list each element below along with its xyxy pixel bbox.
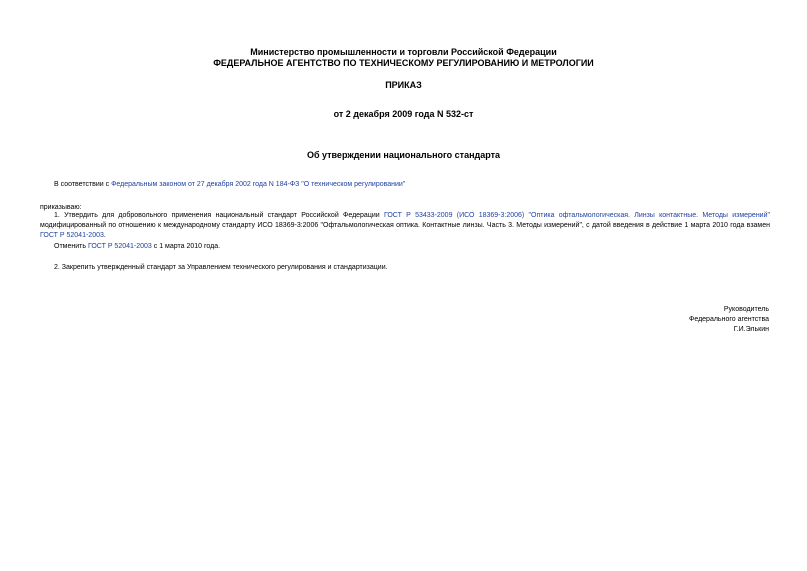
federal-law-link[interactable]: Федеральным законом от 27 декабря 2002 года N 184-ФЗ "О техническом регулировании" xyxy=(111,181,406,188)
signature-organization: Федерального агентства xyxy=(689,316,769,323)
ministry-name: Министерство промышленности и торговли Российской Федерации xyxy=(250,47,557,57)
item-1-prefix: 1. Утвердить для добровольного применения национальный стандарт Российской Федерации xyxy=(54,212,384,219)
item-1-paragraph xyxy=(40,211,770,241)
orders-line: приказываю: xyxy=(40,204,82,211)
order-title: ПРИКАЗ xyxy=(385,80,422,90)
cancel-suffix: с 1 марта 2010 года. xyxy=(151,243,221,250)
gost-52041-cancel-link[interactable]: ГОСТ Р 52041-2003 xyxy=(87,243,152,250)
gost-52041-link[interactable]: ГОСТ Р 52041-2003 xyxy=(40,232,104,239)
item-1-end: . xyxy=(103,232,106,239)
cancel-prefix: Отменить xyxy=(54,243,88,250)
signature-position: Руководитель xyxy=(723,306,769,313)
order-date: от 2 декабря 2009 года N 532-ст xyxy=(333,109,474,119)
gost-53433-link[interactable]: ГОСТ Р 53433-2009 (ИСО 18369-3:2006) "Оптика офтальмологическая. Линзы контактные. Методы измерений" xyxy=(383,212,770,219)
intro-paragraph xyxy=(40,180,770,190)
agency-name: ФЕДЕРАЛЬНОЕ АГЕНТСТВО ПО ТЕХНИЧЕСКОМУ РЕГУЛИРОВАНИЮ И МЕТРОЛОГИИ xyxy=(213,58,594,68)
cancel-paragraph xyxy=(40,242,770,252)
intro-prefix: В соответствии с xyxy=(54,181,112,188)
item-2-paragraph: 2. Закрепить утвержденный стандарт за Управлением технического регулирования и стандартизации. xyxy=(54,264,388,271)
signature-name: Г.И.Элькин xyxy=(733,326,769,333)
order-subject: Об утверждении национального стандарта xyxy=(306,150,501,160)
item-1-middle: модифицированный по отношению к международному стандарту ИСО 18369-3:2006 "Офтальмологическая оптика. Контактные линзы. Часть 3. Методы измерений", с датой введения в действие 1 марта 2010 года взамен xyxy=(40,222,770,229)
